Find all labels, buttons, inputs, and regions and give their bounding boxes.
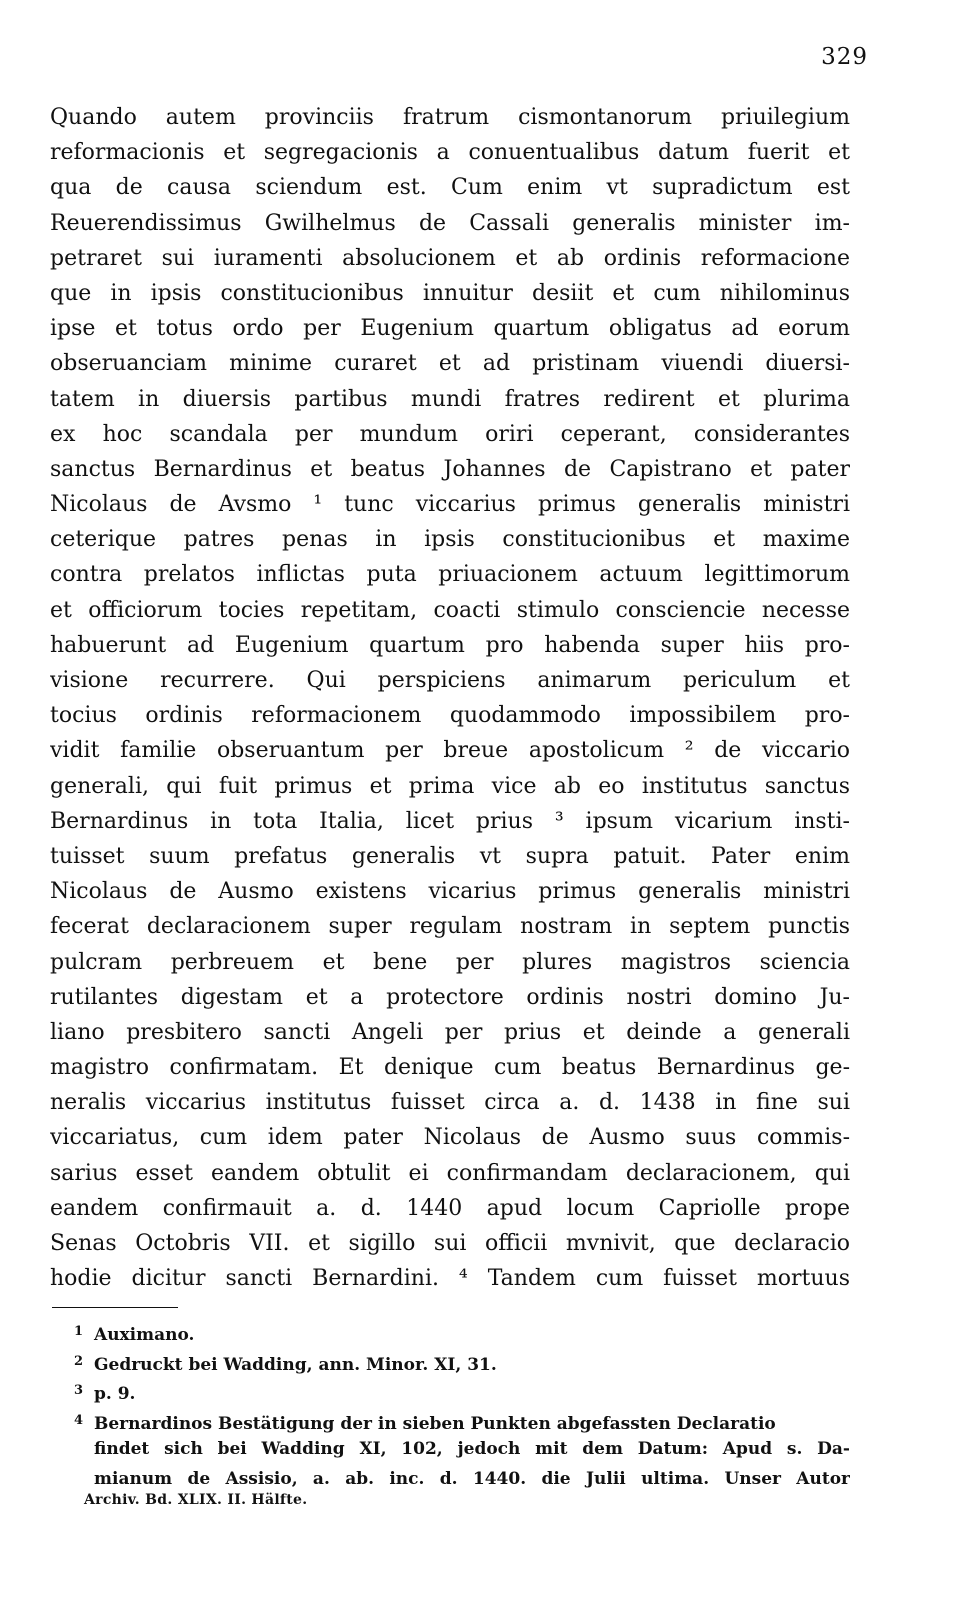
body-line: tocius ordinis reformacionem quodammodo impossibilem pro- bbox=[50, 703, 850, 729]
body-line: qua de causa sciendum est. Cum enim vt supradictum est bbox=[50, 175, 850, 201]
body-line: viccariatus, cum idem pater Nicolaus de Ausmo suus commis- bbox=[50, 1125, 850, 1151]
body-line: eandem confirmauit a. d. 1440 apud locum Capriolle prope bbox=[50, 1195, 850, 1221]
body-line: sanctus Bernardinus et beatus Johannes de Capistrano et pater bbox=[50, 456, 850, 482]
footnote-marker: 1 bbox=[74, 1324, 84, 1339]
body-line: magistro confirmatam. Et denique cum beatus Bernardinus ge- bbox=[50, 1055, 850, 1081]
body-line: pulcram perbreuem et bene per plures magistros sciencia bbox=[50, 949, 850, 975]
body-line: generali, qui fuit primus et prima vice ab eo institutus sanctus bbox=[50, 773, 850, 799]
footnote-marker: 4 bbox=[74, 1412, 84, 1428]
body-line: Reuerendissimus Gwilhelmus de Cassali generalis minister im- bbox=[50, 210, 850, 236]
body-line: Quando autem provinciis fratrum cismontanorum priuilegium bbox=[50, 105, 850, 130]
body-line: neralis viccarius institutus fuisset circa a. d. 1438 in fine sui bbox=[50, 1090, 850, 1116]
body-line: habuerunt ad Eugenium quartum pro habenda super hiis pro- bbox=[50, 632, 850, 658]
footnote-text: Bernardinos Bestätigung der in sieben Punkten abgefassten Declaratio bbox=[94, 1413, 776, 1434]
body-line: obseruanciam minime curaret et ad pristinam viuendi diuersi- bbox=[50, 351, 850, 377]
footnotes bbox=[74, 1317, 850, 1494]
body-line: que in ipsis constitucionibus innuitur desiit et cum nihilominus bbox=[50, 280, 850, 306]
body-line: liano presbitero sancti Angeli per prius et deinde a generali bbox=[50, 1019, 850, 1045]
page-number: 329 bbox=[821, 44, 868, 70]
body-line: ipse et totus ordo per Eugenium quartum obligatus ad eorum bbox=[50, 316, 850, 342]
body-line: et officiorum tocies repetitam, coacti stimulo consciencie necesse bbox=[50, 597, 850, 623]
body-line: contra prelatos inflictas puta priuacionem actuum legittimorum bbox=[50, 562, 850, 588]
footnote bbox=[74, 1347, 850, 1377]
footnote bbox=[74, 1376, 850, 1406]
body-line: fecerat declaracionem super regulam nostram in septem punctis bbox=[50, 914, 850, 940]
body-line: petraret sui iuramenti absolucionem et ab ordinis reformacione bbox=[50, 245, 850, 271]
footnote-marker: 3 bbox=[74, 1383, 84, 1398]
footnote bbox=[74, 1317, 850, 1347]
body-line: Nicolaus de Avsmo ¹ tunc viccarius primus generalis ministri bbox=[50, 492, 850, 518]
body-line: sarius esset eandem obtulit ei confirmandam declaracionem, qui bbox=[50, 1160, 850, 1186]
footnote-text: Gedruckt bei Wadding, ann. Minor. XI, 31. bbox=[94, 1354, 497, 1375]
body-line: reformacionis et segregacionis a conuentualibus datum fuerit et bbox=[50, 140, 850, 166]
body-line: tatem in diuersis partibus mundi fratres redirent et plurima bbox=[50, 386, 850, 412]
footnote-marker: 2 bbox=[74, 1353, 84, 1369]
footnote-divider bbox=[52, 1307, 178, 1308]
body-line: ceterique patres penas in ipsis constitucionibus et maxime bbox=[50, 527, 850, 553]
body-line: vidit familie obseruantum per breue apostolicum ² de viccario bbox=[50, 738, 850, 764]
signature-line: Archiv. Bd. XLIX. II. Hälfte. bbox=[84, 1492, 308, 1508]
body-line: hodie dicitur sancti Bernardini. ⁴ Tandem cum fuisset mortuus bbox=[50, 1266, 850, 1292]
body-text bbox=[50, 100, 850, 1296]
footnote-text: Auximano. bbox=[94, 1325, 195, 1345]
body-line: tuisset suum prefatus generalis vt supra patuit. Pater enim bbox=[50, 843, 850, 869]
body-line: Senas Octobris VII. et sigillo sui officii mvnivit, que declaracio bbox=[50, 1231, 850, 1256]
body-line: Bernardinus in tota Italia, licet prius ³ ipsum vicarium insti- bbox=[50, 808, 850, 834]
body-line: visione recurrere. Qui perspiciens animarum periculum et bbox=[50, 668, 850, 693]
body-line: rutilantes digestam et a protectore ordinis nostri domino Ju- bbox=[50, 984, 850, 1010]
footnote-text: p. 9. bbox=[94, 1384, 136, 1404]
body-line: ex hoc scandala per mundum oriri ceperant, considerantes bbox=[50, 421, 850, 447]
footnote-continuation-line: mianum de Assisio, a. ab. inc. d. 1440. die Julii ultima. Unser Autor bbox=[94, 1468, 850, 1489]
body-line: Nicolaus de Ausmo existens vicarius primus generalis ministri bbox=[50, 879, 850, 905]
footnote-continuation-line: findet sich bei Wadding XI, 102, jedoch mit dem Datum: Apud s. Da- bbox=[94, 1439, 850, 1459]
footnote bbox=[74, 1406, 850, 1436]
